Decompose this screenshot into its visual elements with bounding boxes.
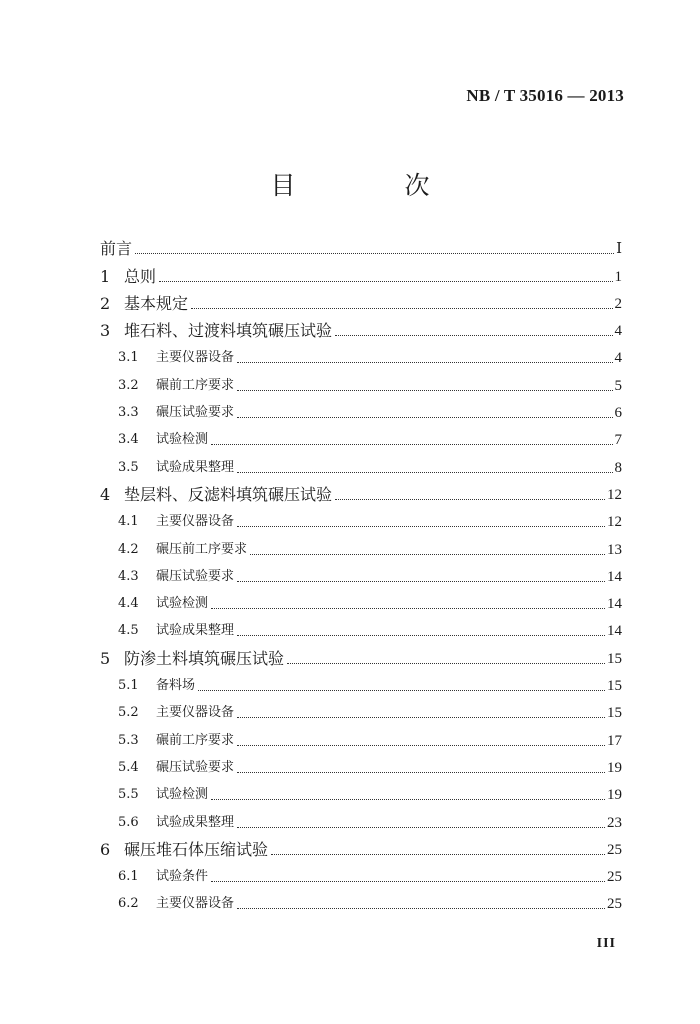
toc-dot-leader — [237, 908, 605, 909]
toc-entry-number: 6 — [100, 839, 111, 859]
toc-entry-page: Ⅰ — [616, 241, 622, 258]
toc-entry-page: 2 — [614, 295, 622, 312]
toc-entry-label: 主要仪器设备 — [156, 514, 235, 530]
toc-entry-label: 试验成果整理 — [156, 459, 235, 475]
toc-entry-label: 试验检测 — [156, 787, 209, 803]
toc-entry — [100, 560, 622, 587]
toc-entry — [100, 505, 622, 532]
toc-entry — [100, 259, 622, 286]
toc-entry-page: 25 — [607, 869, 622, 886]
toc-entry — [100, 860, 622, 887]
toc-entry-number: 3.3 — [118, 405, 139, 421]
toc-entry-page: 4 — [614, 350, 622, 367]
toc-entry-number: 3.1 — [118, 350, 139, 366]
toc-entry-label: 垫层料、反滤料填筑碾压试验 — [124, 484, 333, 504]
toc-dot-leader — [287, 663, 605, 664]
toc-dot-leader — [237, 635, 605, 636]
toc-entry — [100, 450, 622, 477]
toc-entry — [100, 641, 622, 668]
toc-entry-label: 碾压试验要求 — [156, 568, 235, 584]
toc-title: 目 次 — [270, 171, 472, 200]
toc-entry-number: 4 — [100, 484, 111, 504]
toc-dot-leader — [335, 499, 605, 500]
toc-entry-page: 8 — [614, 459, 622, 476]
toc-entry-number: 5.4 — [118, 759, 139, 775]
toc-entry-label: 碾前工序要求 — [156, 732, 235, 748]
toc-entry-page: 14 — [607, 568, 622, 585]
toc-entry-label: 碾压堆石体压缩试验 — [124, 839, 269, 859]
toc-entry — [100, 833, 622, 860]
toc-dot-leader — [271, 854, 605, 855]
toc-entry-page: 4 — [614, 323, 622, 340]
toc-entry-number: 3.2 — [118, 377, 139, 393]
toc-dot-leader — [237, 472, 612, 473]
toc-entry-number: 4.1 — [118, 514, 139, 530]
toc-entry-page: 14 — [607, 623, 622, 640]
toc-entry-page: 7 — [614, 432, 622, 449]
toc-entry-label: 防渗土料填筑碾压试验 — [124, 648, 285, 668]
toc-dot-leader — [191, 308, 612, 309]
standard-code: NB / T 35016 — 2013 — [466, 86, 624, 105]
toc-entry-page: 15 — [607, 678, 622, 695]
toc-entry-page: 23 — [607, 814, 622, 831]
toc-dot-leader — [159, 281, 612, 282]
toc-dot-leader — [135, 253, 614, 254]
toc-entry-number: 4.2 — [118, 541, 139, 557]
toc-entry-number: 5.2 — [118, 705, 139, 721]
toc-entry-number: 4.5 — [118, 623, 139, 639]
toc-entry-label: 主要仪器设备 — [156, 896, 235, 912]
toc-entry — [100, 314, 622, 341]
toc-entry-label: 碾压试验要求 — [156, 759, 235, 775]
toc-entry-number: 5.5 — [118, 787, 139, 803]
toc-entry-number: 4.3 — [118, 568, 139, 584]
toc-entry-number: 5.6 — [118, 814, 139, 830]
toc-entry-label: 主要仪器设备 — [156, 350, 235, 366]
toc-entry — [100, 614, 622, 641]
toc-dot-leader — [237, 417, 612, 418]
toc-entry-page: 13 — [607, 541, 622, 558]
toc-dot-leader — [335, 335, 612, 336]
toc-entry — [100, 696, 622, 723]
toc-entry-label: 备料场 — [156, 678, 196, 694]
toc-entry-page: 19 — [607, 787, 622, 804]
toc-entry-label: 碾压前工序要求 — [156, 541, 248, 557]
toc-entry-label: 碾压试验要求 — [156, 405, 235, 421]
toc-entry — [100, 778, 622, 805]
toc-dot-leader — [237, 772, 605, 773]
toc-dot-leader — [237, 717, 605, 718]
toc-entry — [100, 723, 622, 750]
toc-entry-label: 总则 — [124, 266, 157, 286]
toc-entry-number: 5.3 — [118, 732, 139, 748]
toc-entry-label: 前言 — [100, 239, 133, 259]
toc-entry-label: 试验检测 — [156, 596, 209, 612]
toc-entry — [100, 805, 622, 832]
toc-dot-leader — [237, 362, 612, 363]
toc-entry — [100, 751, 622, 778]
table-of-contents — [100, 232, 622, 914]
toc-entry-number: 3.4 — [118, 432, 139, 448]
toc-entry-label: 试验检测 — [156, 432, 209, 448]
toc-dot-leader — [211, 881, 605, 882]
toc-dot-leader — [237, 745, 605, 746]
toc-entry-page: 15 — [607, 705, 622, 722]
toc-entry — [100, 232, 622, 259]
toc-entry-number: 6.1 — [118, 869, 139, 885]
toc-entry-number: 6.2 — [118, 896, 139, 912]
toc-entry — [100, 532, 622, 559]
toc-dot-leader — [237, 581, 605, 582]
toc-entry — [100, 587, 622, 614]
toc-dot-leader — [237, 390, 612, 391]
toc-dot-leader — [237, 827, 605, 828]
toc-entry — [100, 478, 622, 505]
toc-entry-page: 1 — [614, 268, 622, 285]
toc-dot-leader — [211, 608, 605, 609]
toc-entry — [100, 396, 622, 423]
toc-entry-label: 堆石料、过渡料填筑碾压试验 — [124, 321, 333, 341]
toc-entry-label: 试验成果整理 — [156, 623, 235, 639]
toc-entry-number: 2 — [100, 293, 111, 313]
toc-entry — [100, 423, 622, 450]
toc-entry-label: 碾前工序要求 — [156, 377, 235, 393]
toc-entry — [100, 287, 622, 314]
toc-entry-page: 15 — [607, 650, 622, 667]
toc-entry-page: 19 — [607, 759, 622, 776]
toc-dot-leader — [237, 526, 605, 527]
toc-dot-leader — [198, 690, 605, 691]
page-number: III — [596, 936, 616, 951]
toc-entry-number: 3 — [100, 321, 111, 341]
toc-entry-number: 3.5 — [118, 459, 139, 475]
toc-entry-number: 5 — [100, 648, 111, 668]
toc-entry-page: 14 — [607, 596, 622, 613]
toc-dot-leader — [211, 799, 605, 800]
toc-entry-page: 12 — [607, 514, 622, 531]
toc-entry-label: 主要仪器设备 — [156, 705, 235, 721]
toc-entry-number: 4.4 — [118, 596, 139, 612]
toc-dot-leader — [211, 444, 612, 445]
toc-entry-label: 试验成果整理 — [156, 814, 235, 830]
toc-dot-leader — [250, 554, 605, 555]
toc-entry-label: 试验条件 — [156, 869, 209, 885]
toc-entry-label: 基本规定 — [124, 293, 189, 313]
toc-entry-number: 1 — [100, 266, 111, 286]
toc-entry — [100, 368, 622, 395]
toc-entry-page: 6 — [614, 405, 622, 422]
toc-entry-page: 5 — [614, 377, 622, 394]
toc-entry-number: 5.1 — [118, 678, 139, 694]
toc-entry-page: 25 — [607, 896, 622, 913]
toc-entry — [100, 887, 622, 914]
toc-entry-page: 12 — [607, 486, 622, 503]
toc-entry — [100, 341, 622, 368]
toc-entry — [100, 669, 622, 696]
toc-entry-page: 25 — [607, 841, 622, 858]
toc-entry-page: 17 — [607, 732, 622, 749]
